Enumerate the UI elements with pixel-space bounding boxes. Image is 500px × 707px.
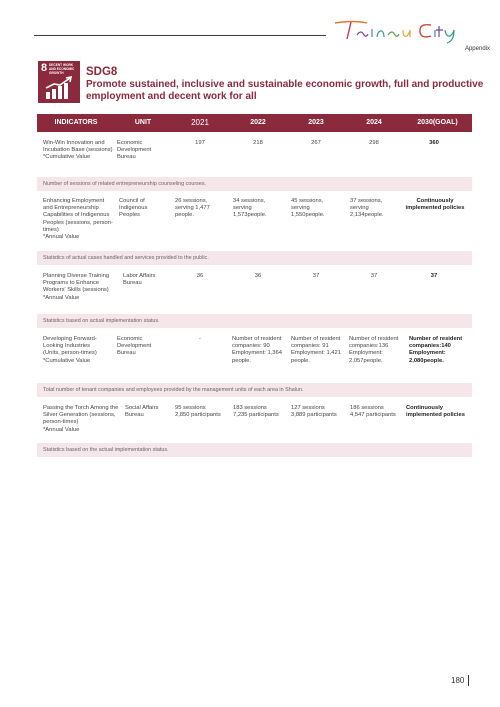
note-text: Number of sessions of related entrepreneurship counseling courses. bbox=[43, 181, 207, 187]
value-2024: 37 sessions, serving 2,134people. bbox=[350, 198, 384, 219]
page-number: 180 bbox=[451, 676, 465, 685]
unit-cell: Economic Development Bureau bbox=[117, 140, 152, 161]
sdg-code: SDG8 bbox=[86, 66, 118, 78]
unit-cell: Council of Indigenous Peoples bbox=[119, 198, 148, 219]
row-note bbox=[37, 314, 472, 328]
header-unit: UNIT bbox=[134, 119, 152, 126]
value-2023: 127 sessions 3,889 participants bbox=[291, 405, 337, 419]
value-2023: 45 sessions, serving 1,550people. bbox=[291, 198, 325, 219]
unit-cell: Social Affairs Bureau bbox=[125, 405, 159, 419]
sdg-heading bbox=[86, 66, 486, 103]
value-2024: 186 sessions 4,547 participants bbox=[350, 405, 396, 419]
row-note bbox=[37, 443, 472, 457]
note-text: Statistics based on actual implementation status. bbox=[43, 318, 160, 324]
value-2024: Number of resident companies:136 Employment: 2,057people. bbox=[349, 336, 399, 364]
sdg-icon-label: DECENT WORK AND ECONOMIC GROWTH bbox=[49, 63, 75, 75]
value-goal: Continuously implemented policies bbox=[406, 405, 465, 419]
header-rule bbox=[34, 35, 326, 36]
indicator-cell: Developing Forward-Looking Industries (Units, person-times) *Cumulative Value bbox=[43, 336, 97, 364]
header-2023: 2023 bbox=[308, 119, 324, 126]
value-2024: 298 bbox=[369, 140, 379, 146]
sdg8-icon bbox=[38, 61, 80, 103]
value-goal: 37 bbox=[430, 273, 438, 279]
value-2023: Number of resident companies: 91 Employment: 1,421 people. bbox=[291, 336, 341, 364]
value-2022: 183 sessions 7,235 participants bbox=[233, 405, 279, 419]
appendix-label: Appendix bbox=[464, 46, 490, 52]
header-2022: 2022 bbox=[250, 119, 266, 126]
value-2021: - bbox=[199, 336, 201, 342]
value-2021: 26 sessions, serving 1,477 people. bbox=[175, 198, 210, 219]
indicator-cell: Passing the Torch Among the Silver Generation (sessions, person-times) *Annual Value bbox=[43, 405, 119, 433]
value-goal: Continuously implemented policies bbox=[405, 198, 465, 212]
header-2021: 2021 bbox=[191, 118, 209, 127]
value-2022: 218 bbox=[253, 140, 263, 146]
growth-chart-icon bbox=[44, 76, 74, 100]
header-indicators: INDICATORS bbox=[54, 119, 98, 126]
value-2022: 34 sessions, serving 1,573people. bbox=[233, 198, 267, 219]
unit-cell: Labor Affairs Bureau bbox=[123, 273, 156, 287]
table-header bbox=[37, 114, 472, 132]
tainan-city-logo bbox=[333, 17, 461, 45]
row-note bbox=[37, 251, 472, 265]
note-text: Statistics of actual cases handled and services provided to the public. bbox=[43, 255, 209, 261]
indicator-cell: Enhancing Employment and Entrepreneurship Capabilities of Indigenous Peoples (sessions, person-times) *Annual Value bbox=[43, 198, 113, 241]
header-2024: 2024 bbox=[366, 119, 382, 126]
value-2023: 37 bbox=[312, 273, 320, 279]
value-2021: 197 bbox=[195, 140, 205, 146]
indicator-cell: Win-Win Innovation and Incubation Base (sessions) *Cumulative Value bbox=[43, 140, 113, 161]
value-goal: Number of resident companies:140 Employment: 2,080people. bbox=[409, 336, 463, 364]
sdg-title: Promote sustained, inclusive and sustainable economic growth, full and productive employment and decent work for all bbox=[86, 79, 484, 102]
page-number-divider bbox=[468, 675, 469, 686]
value-2023: 267 bbox=[311, 140, 321, 146]
value-2024: 37 bbox=[370, 273, 378, 279]
sdg-number: 8 bbox=[41, 62, 48, 74]
value-2021: 95 sessions 2,850 participants bbox=[175, 405, 221, 419]
row-note bbox=[37, 383, 472, 397]
note-text: Total number of tenant companies and employees provided by the management units of each area in Shalun. bbox=[43, 387, 304, 393]
value-2021: 36 bbox=[196, 273, 204, 279]
value-2022: Number of resident companies: 90 Employment: 1,364 people. bbox=[232, 336, 282, 364]
indicator-cell: Planning Diverse Training Programs to Enhance Workers' Skills (sessions) *Annual Value bbox=[43, 273, 110, 301]
value-goal: 360 bbox=[429, 140, 439, 146]
note-text: Statistics based on the actual implementation status. bbox=[43, 447, 169, 453]
row-note bbox=[37, 177, 472, 191]
unit-cell: Economic Development Bureau bbox=[117, 336, 152, 357]
header-goal: 2030(GOAL) bbox=[417, 119, 458, 126]
value-2022: 36 bbox=[254, 273, 262, 279]
